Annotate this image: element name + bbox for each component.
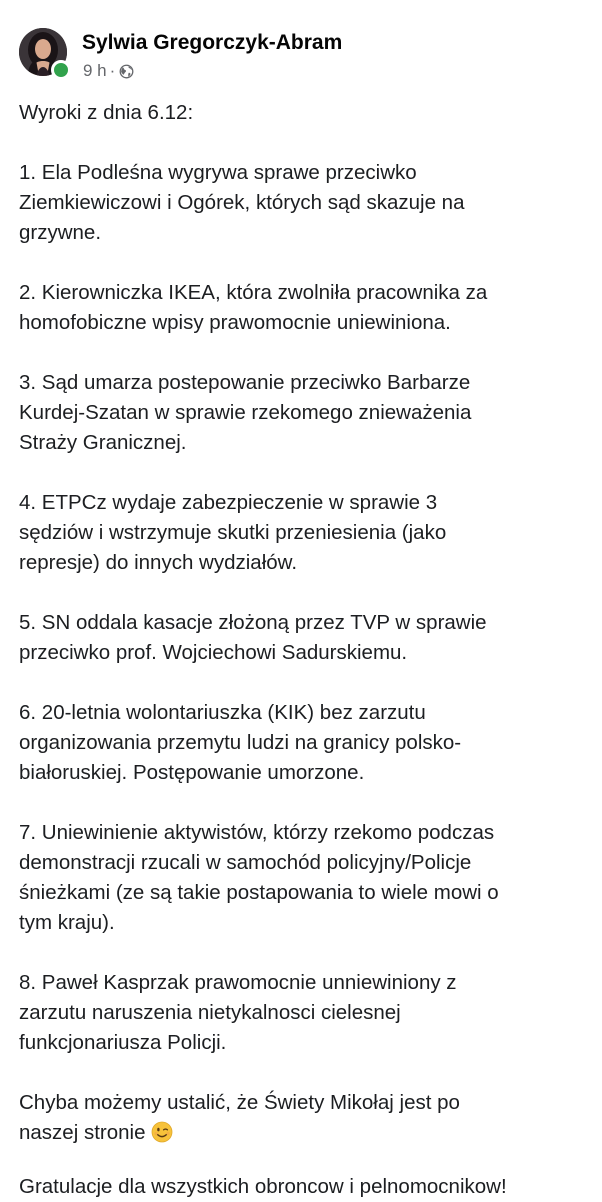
post-header: [19, 28, 589, 84]
author-name[interactable]: Sylwia Gregorczyk-Abram: [82, 31, 343, 54]
post-paragraph-item-4: 4. ETPCz wydaje zabezpieczenie w sprawie 3 sędziów i wstrzymuje skutki przeniesienia (jako represje) do innych wydziałów.: [19, 491, 447, 574]
post-paragraph-closing: [19, 1088, 594, 1148]
post-paragraph-item-1: 1. Ela Podleśna wygrywa sprawe przeciwko Ziemkiewiczowi i Ogórek, których sąd skazuje na grzywne.: [19, 161, 465, 244]
meta-separator: ·: [109, 61, 116, 80]
post-paragraph-closing-text: Chyba możemy ustalić, że Świety Mikołaj jest po naszej stronie: [19, 1091, 460, 1144]
post-paragraph-signoff: Gratulacje dla wszystkich obroncow i pelnomocnikow!: [19, 1175, 507, 1198]
post-paragraph-item-8: 8. Paweł Kasprzak prawomocnie unniewiniony z zarzutu naruszenia nietykalnosci cielesnej funkcjonariusza Policji.: [19, 971, 457, 1054]
globe-icon[interactable]: [119, 64, 134, 79]
post-meta: [83, 61, 134, 81]
post-paragraph-item-7: 7. Uniewinienie aktywistów, którzy rzekomo podczas demonstracji rzucali w samochód policyjny/Policje śnieżkami (ze są takie postapowania to wiele mowi o tym kraju).: [19, 821, 499, 934]
post-time[interactable]: 9 h: [83, 61, 107, 80]
post-body: [19, 98, 594, 1202]
post-paragraph-item-2: 2. Kierowniczka IKEA, która zwolniła pracownika za homofobiczne wpisy prawomocnie uniewiniona.: [19, 281, 488, 334]
post-paragraph-intro: Wyroki z dnia 6.12:: [19, 101, 194, 124]
post-paragraph-item-6: 6. 20-letnia wolontariuszka (KIK) bez zarzutu organizowania przemytu ludzi na granicy polsko- białoruskiej. Postępowanie umorzone.: [19, 701, 462, 784]
post-paragraph-item-5: 5. SN oddala kasacje złożoną przez TVP w sprawie przeciwko prof. Wojciechowi Sadurskiemu.: [19, 611, 487, 664]
post-paragraph-item-3: 3. Sąd umarza postepowanie przeciwko Barbarze Kurdej-Szatan w sprawie rzekomego znieważenia Straży Granicznej.: [19, 371, 472, 454]
winking-face-icon: [151, 1121, 173, 1143]
online-status-indicator: [51, 60, 71, 80]
